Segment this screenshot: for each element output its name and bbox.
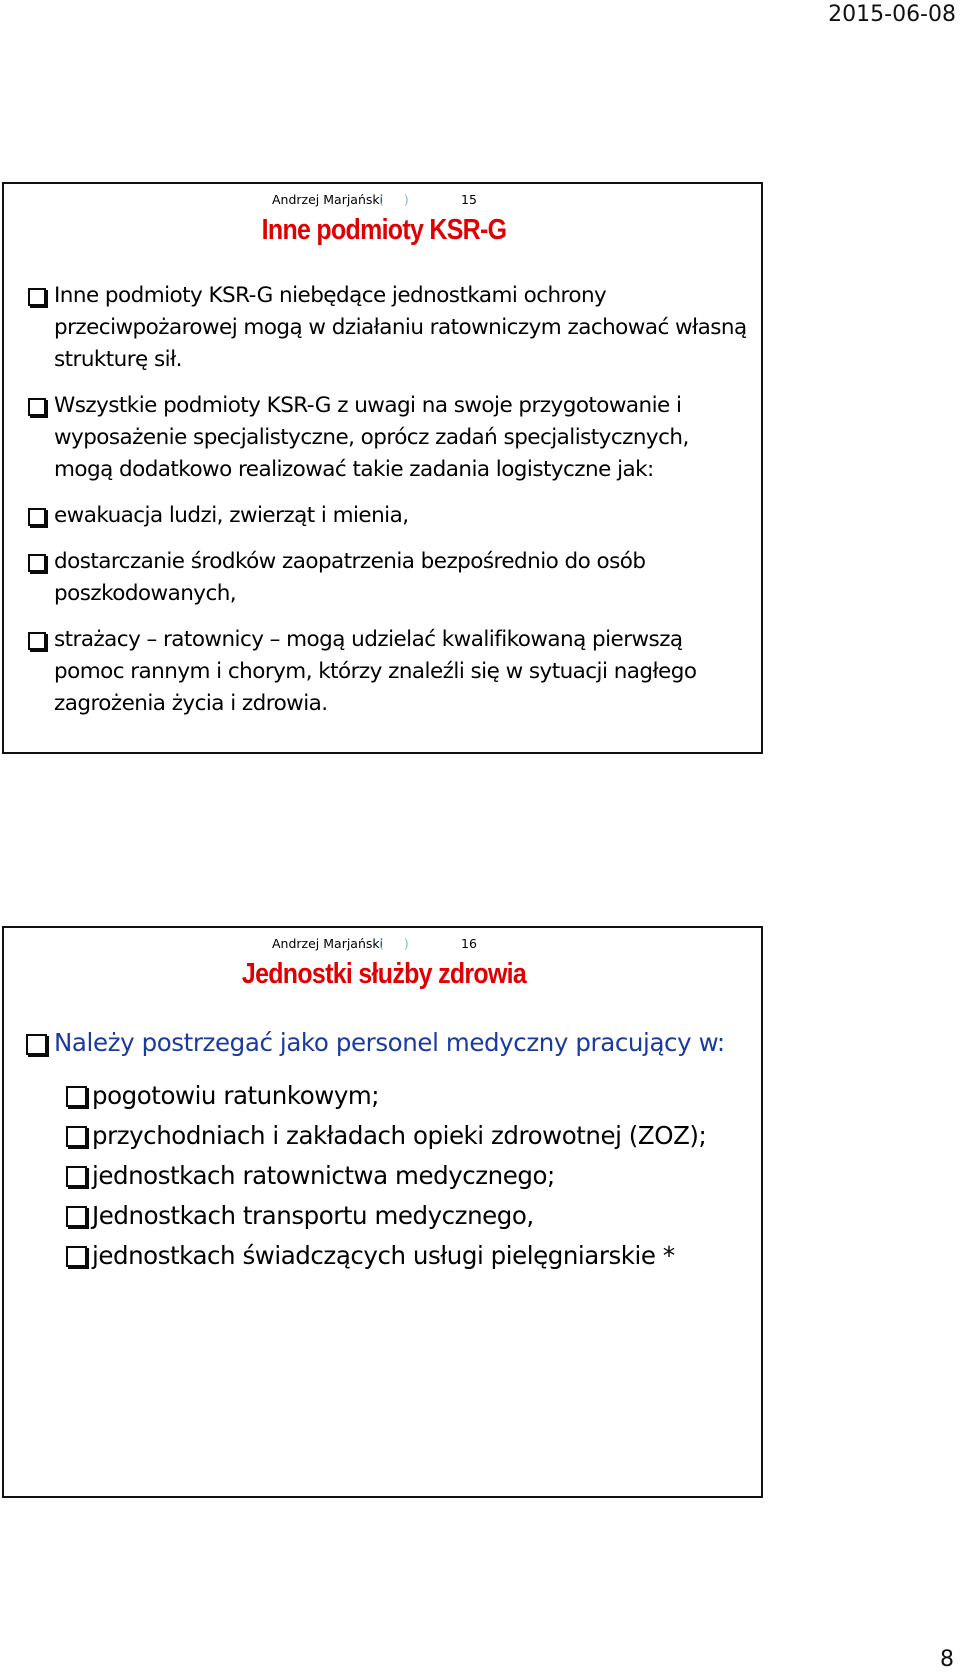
sub-bullet-item: [66, 1116, 751, 1156]
bullet-text: Wszystkie podmioty KSR-G z uwagi na swoje przygotowanie i wyposażenie specjalistyczne, oprócz zadań specjalistycznych, mogą dodatkowo realizować takie zadania logistyczne jak:: [54, 393, 689, 482]
bullet-text: jednostkach świadczących usługi pielęgniarskie *: [92, 1241, 675, 1270]
slide-number: 16: [461, 936, 477, 951]
sub-bullet-item: [66, 1196, 751, 1236]
checkbox-bullet-icon: [28, 508, 46, 526]
checkbox-bullet-icon: [66, 1086, 87, 1107]
slide-16: [2, 926, 763, 1498]
sub-bullet-list: [66, 1076, 751, 1276]
sub-bullet-item: [66, 1076, 751, 1116]
page-date: 2015-06-08: [828, 2, 956, 27]
bullet-item: [26, 280, 751, 376]
checkbox-bullet-icon: [66, 1126, 87, 1147]
bullet-item: [26, 546, 751, 610]
lead-bullet: [24, 1028, 725, 1057]
bullet-text: pogotowiu ratunkowym;: [92, 1081, 380, 1110]
slide-number: 15: [461, 192, 477, 207]
bullet-text: Jednostkach transportu medycznego,: [92, 1201, 534, 1230]
bullet-text: dostarczanie środków zaopatrzenia bezpośrednio do osób poszkodowanych,: [54, 549, 646, 606]
lead-text: Należy postrzegać jako personel medyczny pracujący w:: [54, 1028, 725, 1057]
checkbox-bullet-icon: [28, 632, 46, 650]
slide-15: [2, 182, 763, 754]
bullet-text: jednostkach ratownictwa medycznego;: [92, 1161, 555, 1190]
bullet-item: [26, 500, 751, 532]
page-number: 8: [940, 1647, 954, 1672]
author-name: Andrzej Marjański: [272, 936, 384, 951]
checkbox-bullet-icon: [28, 554, 46, 572]
checkbox-bullet-icon: [26, 1034, 47, 1055]
bullet-item: [26, 390, 751, 486]
checkbox-bullet-icon: [28, 398, 46, 416]
checkbox-bullet-icon: [66, 1246, 87, 1267]
author-name: Andrzej Marjański: [272, 192, 384, 207]
sub-bullet-item: [66, 1156, 751, 1196]
checkbox-bullet-icon: [28, 288, 46, 306]
slide-title: Jednostki służby zdrowia: [241, 958, 527, 990]
header-parentheses: ( ): [379, 936, 417, 951]
bullet-text: ewakuacja ludzi, zwierząt i mienia,: [54, 503, 409, 528]
sub-bullet-item: [66, 1236, 751, 1276]
bullet-text: strażacy – ratownicy – mogą udzielać kwalifikowaną pierwszą pomoc rannym i chorym, którzy znaleźli się w sytuacji nagłego zagrożenia życia i zdrowia.: [54, 627, 697, 716]
bullet-item: [26, 624, 751, 720]
bullet-list: [26, 280, 751, 734]
slide-title: Inne podmioty KSR-G: [261, 214, 507, 246]
header-parentheses: ( ): [379, 192, 417, 207]
bullet-text: Inne podmioty KSR-G niebędące jednostkami ochrony przeciwpożarowej mogą w działaniu ratowniczym zachować własną strukturę sił.: [54, 283, 747, 372]
checkbox-bullet-icon: [66, 1166, 87, 1187]
checkbox-bullet-icon: [66, 1206, 87, 1227]
bullet-text: przychodniach i zakładach opieki zdrowotnej (ZOZ);: [92, 1121, 707, 1150]
